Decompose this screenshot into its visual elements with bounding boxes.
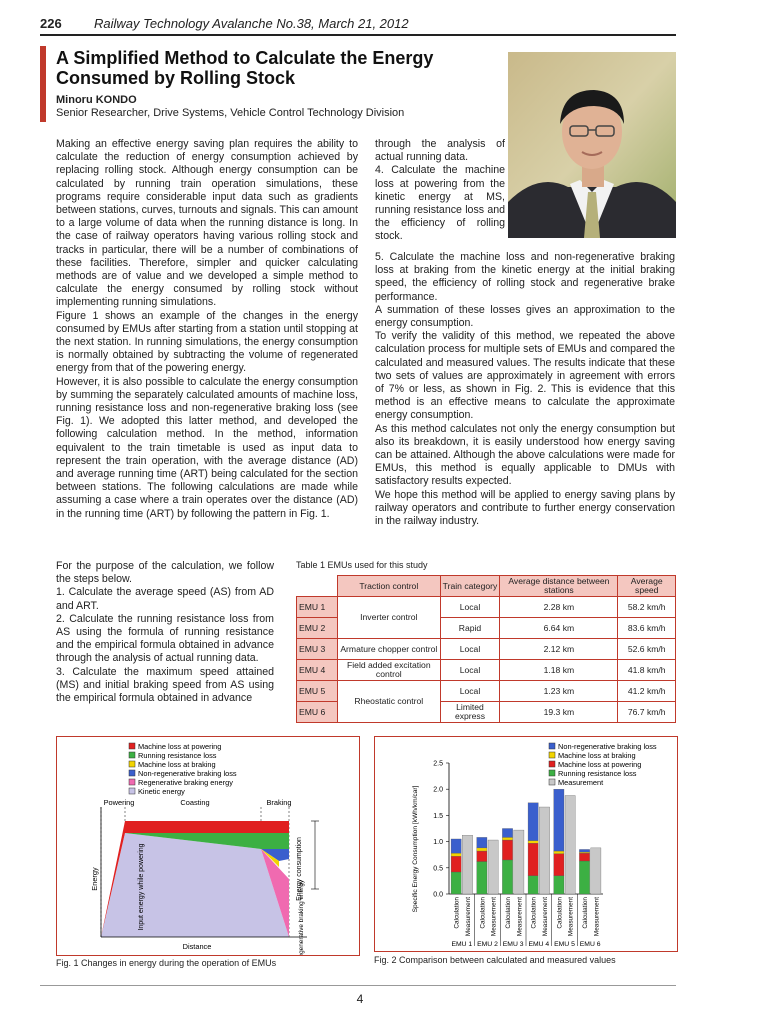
row-label: EMU 4 [297, 660, 338, 681]
table-row [297, 660, 676, 681]
footer-rule [40, 985, 676, 986]
calculation-bar-segment [451, 853, 461, 856]
table-cell: Local [440, 639, 500, 660]
step-4: 4. Calculate the machine loss at powering from the kinetic energy at MS, running resistance loss and the efficiency of rolling stock. [375, 164, 505, 243]
group-label: EMU 3 [502, 941, 524, 948]
paragraph: However, it is also possible to calculate the energy consumption by summing the separately calculated amounts of machine loss, running resistance loss and non-regenerative braking loss (see Fig. 1). We adopted this latter method, and developed the following calculation method. In the method, information equivalent to the train timetable is used as input data to represent the train operation, with the average distance (AD) and average running time (ART) being calculated for the section between stations. The following calculations are made while assuming a case where a train operates over the distance (AD) in the running time (ART) by following the pattern in Fig. 1. [56, 375, 358, 520]
calculation-bar-segment [477, 862, 487, 894]
row-label: EMU 1 [297, 597, 338, 618]
table-cell: 6.64 km [500, 618, 618, 639]
measurement-bar [591, 848, 601, 894]
row-label: EMU 2 [297, 618, 338, 639]
emu-table [296, 575, 676, 723]
measurement-bar [539, 807, 549, 894]
traction-cell: Field added excitation control [338, 660, 441, 681]
table-header: Train category [440, 576, 500, 597]
step-3: 3. Calculate the maximum speed attained (MS) and initial braking speed from AS using the empirical formula obtained in advance [56, 665, 274, 705]
calculation-bar-segment [528, 841, 538, 844]
group-label: EMU 1 [451, 941, 473, 948]
row-label: EMU 3 [297, 639, 338, 660]
calculation-bar-segment [579, 852, 589, 853]
measurement-bar [488, 840, 498, 894]
table-cell: 2.28 km [500, 597, 618, 618]
calculation-bar-segment [528, 876, 538, 894]
y-tick-label: 2.0 [433, 786, 443, 794]
figure-2-caption: Fig. 2 Comparison between calculated and measured values [374, 955, 616, 965]
calculation-bar-segment [502, 829, 512, 838]
bar-label: Calculation [582, 897, 590, 929]
paragraph: For the purpose of the calculation, we follow the steps below. [56, 560, 274, 586]
legend-label: Regenerative braking energy [138, 778, 233, 787]
fig1-energy-areas [101, 821, 289, 937]
calculation-bar-segment [554, 851, 564, 854]
table-cell: 41.2 km/h [618, 681, 676, 702]
table-cell: Local [440, 681, 500, 702]
calculation-bar-segment [502, 860, 512, 894]
header-rule [40, 34, 676, 36]
body-column-right-top [375, 138, 505, 244]
table-cell: 1.18 km [500, 660, 618, 681]
bar-label: Measurement [567, 897, 575, 937]
y-tick-label: 2.5 [433, 760, 443, 768]
body-column-right [375, 251, 675, 528]
paragraph: Making an effective energy saving plan requires the ability to calculate the reduction of energy consumption achieved by replacing rolling stock. Although energy consumption can be calculated by running train operation simulations, these programs require considerable input data such as gradients between stations, curves, turnouts and signals. This can amount to a large volume of data when the running distance is long. In the case of railway operators having various rolling stock and tracks in particular, there will be a number of combinations of these facilities. Therefore, simpler and quicker calculating methods are of value and we developed a simple method to calculate the energy consumed by rolling stock without implementing running simulations. [56, 138, 358, 309]
fig1-y-axis-label: Energy [90, 867, 99, 891]
bar-label: Calculation [530, 897, 538, 929]
calculation-bar-segment [554, 789, 564, 851]
group-label: EMU 2 [477, 941, 498, 948]
bar-label: Calculation [479, 897, 487, 929]
table-cell: 1.23 km [500, 681, 618, 702]
table-cell: 41.8 km/h [618, 660, 676, 681]
regen-label: Regenerative braking energy [298, 879, 305, 955]
traction-cell: Rheostatic control [338, 681, 441, 723]
paragraph: through the analysis of actual running data. [375, 138, 505, 164]
bar-label: Calculation [453, 897, 461, 929]
journal-page-number: 226 [40, 16, 62, 31]
measurement-bar [514, 830, 524, 894]
figure-1-caption: Fig. 1 Changes in energy during the operation of EMUs [56, 958, 277, 968]
y-tick-label: 0.0 [433, 891, 443, 899]
calculation-bar-segment [554, 854, 564, 876]
group-label: EMU 5 [554, 941, 575, 948]
fig1-legend [129, 742, 237, 796]
article-title [56, 48, 496, 88]
calculation-bar-segment [477, 851, 487, 861]
fig1-x-axis-label: Distance [182, 942, 212, 951]
calculation-bar-segment [451, 856, 461, 872]
paragraph: A summation of these losses gives an approximation to the energy consumption. [375, 303, 675, 330]
table-cell: Local [440, 660, 500, 681]
row-label: EMU 5 [297, 681, 338, 702]
table-cell: 58.2 km/h [618, 597, 676, 618]
phase-label: Braking [266, 798, 292, 807]
calculation-bar-segment [477, 848, 487, 851]
bar-label: Measurement [593, 897, 601, 937]
step-2: 2. Calculate the running resistance loss from AS using the formula of running resistance and the empirical formula obtained in advance through the analysis of actual running data. [56, 612, 274, 665]
calculation-bar-segment [579, 853, 589, 861]
legend-label: Non-regenerative braking loss [558, 742, 657, 751]
legend-label: Machine loss at powering [138, 742, 222, 751]
traction-cell: Armature chopper control [338, 639, 441, 660]
calculation-bar-segment [477, 837, 487, 847]
legend-label: Machine loss at powering [558, 760, 642, 769]
fig2-y-axis-label: Specific Energy Consumption [kWh/km/car] [412, 785, 419, 913]
bar-label: Measurement [464, 897, 472, 937]
title-line-2: Consumed by Rolling Stock [56, 68, 296, 88]
title-line-1: A Simplified Method to Calculate the Energy [56, 48, 434, 68]
table-cell: 83.6 km/h [618, 618, 676, 639]
y-tick-label: 0.5 [433, 865, 443, 873]
calculation-bar-segment [451, 839, 461, 853]
table-cell: Local [440, 597, 500, 618]
table-corner [297, 576, 338, 597]
figure-1 [56, 736, 360, 956]
legend-label: Measurement [558, 778, 604, 787]
calculation-bar-segment [502, 840, 512, 860]
table-header: Average speed [618, 576, 676, 597]
author-affiliation: Senior Researcher, Drive Systems, Vehicle Control Technology Division [56, 107, 405, 119]
step-5: 5. Calculate the machine loss and non-regenerative braking loss at braking from the kinetic energy at the initial braking speed, the efficiency of rolling stock and regenerative brake performance. [375, 251, 675, 303]
paragraph: As this method calculates not only the energy consumption but also its breakdown, it is easily understood how energy saving can be attained. Although the above calculations were made for EMUs, this method is equally applicable to DMUs with satisfactory results expected. [375, 422, 675, 488]
paragraph: Figure 1 shows an example of the changes in the energy consumed by EMUs after starting from a station until stopping at the next station. In running simulations, the energy consumption is normally obtained by subtracting the volume of regenerated energy from that of the powering energy. [56, 309, 358, 375]
bar-label: Calculation [505, 897, 513, 929]
table-row [297, 639, 676, 660]
traction-cell: Inverter control [338, 597, 441, 639]
table-row [297, 597, 676, 618]
consumption-label: Energy consumption [296, 837, 303, 901]
table-cell: 19.3 km [500, 702, 618, 723]
table-caption: Table 1 EMUs used for this study [296, 560, 428, 570]
bar-label: Measurement [541, 897, 549, 937]
y-tick-label: 1.5 [433, 812, 443, 820]
calculation-bar-segment [579, 849, 589, 852]
y-tick-label: 1.0 [433, 839, 443, 847]
calculation-bar-segment [528, 803, 538, 841]
bar-label: Measurement [516, 897, 524, 937]
legend-label: Non-regenerative braking loss [138, 769, 237, 778]
calculation-bar-segment [502, 837, 512, 840]
table-cell: Limited express [440, 702, 500, 723]
paragraph: To verify the validity of this method, we repeated the above calculation process for multiple sets of EMUs and compared the calculated and measured values. The results indicate that these two sets of values are approximately in agreement with errors of 7% or less, as shown in Fig. 2. This is evidence that this method is an effective means to calculate the approximate energy consumption. [375, 330, 675, 422]
fig2-chart [375, 737, 677, 951]
table-row [297, 681, 676, 702]
calculation-bar-segment [528, 843, 538, 875]
legend-label: Running resistance loss [138, 751, 217, 760]
body-column-left-bottom [56, 560, 274, 705]
author-photo [508, 52, 676, 238]
figure-2 [374, 736, 678, 952]
calculation-bar-segment [451, 872, 461, 894]
legend-label: Kinetic energy [138, 787, 185, 796]
bar-label: Calculation [556, 897, 564, 929]
journal-title: Railway Technology Avalanche No.38, March 21, 2012 [94, 16, 409, 31]
title-accent-bar [40, 46, 46, 122]
paragraph: We hope this method will be applied to energy saving plans by railway operators and contribute to further energy conservation in the railway industry. [375, 488, 675, 528]
row-label: EMU 6 [297, 702, 338, 723]
group-label: EMU 6 [579, 941, 601, 948]
measurement-bar [462, 835, 472, 894]
table-header: Traction control [338, 576, 441, 597]
author-name: Minoru KONDO [56, 94, 137, 106]
body-column-left [56, 138, 358, 521]
running-header [40, 16, 676, 36]
phase-label: Powering [103, 798, 135, 807]
table-cell: 52.6 km/h [618, 639, 676, 660]
table-cell: Rapid [440, 618, 500, 639]
measurement-bar [565, 795, 575, 894]
table-cell: 2.12 km [500, 639, 618, 660]
bar-label: Measurement [490, 897, 498, 937]
phase-label: Coasting [180, 798, 210, 807]
calculation-bar-segment [554, 876, 564, 894]
table-cell: 76.7 km/h [618, 702, 676, 723]
legend-label: Machine loss at braking [138, 760, 216, 769]
legend-label: Machine loss at braking [558, 751, 636, 760]
legend-label: Running resistance loss [558, 769, 637, 778]
input-energy-label: Input energy while powering [138, 843, 145, 931]
calculation-bar-segment [579, 861, 589, 894]
page-number: 4 [356, 992, 364, 1006]
fig2-legend [549, 742, 657, 787]
group-label: EMU 4 [528, 941, 550, 948]
table-header-row [297, 576, 676, 597]
table-header: Average distance between stations [500, 576, 618, 597]
step-1: 1. Calculate the average speed (AS) from AD and ART. [56, 586, 274, 612]
